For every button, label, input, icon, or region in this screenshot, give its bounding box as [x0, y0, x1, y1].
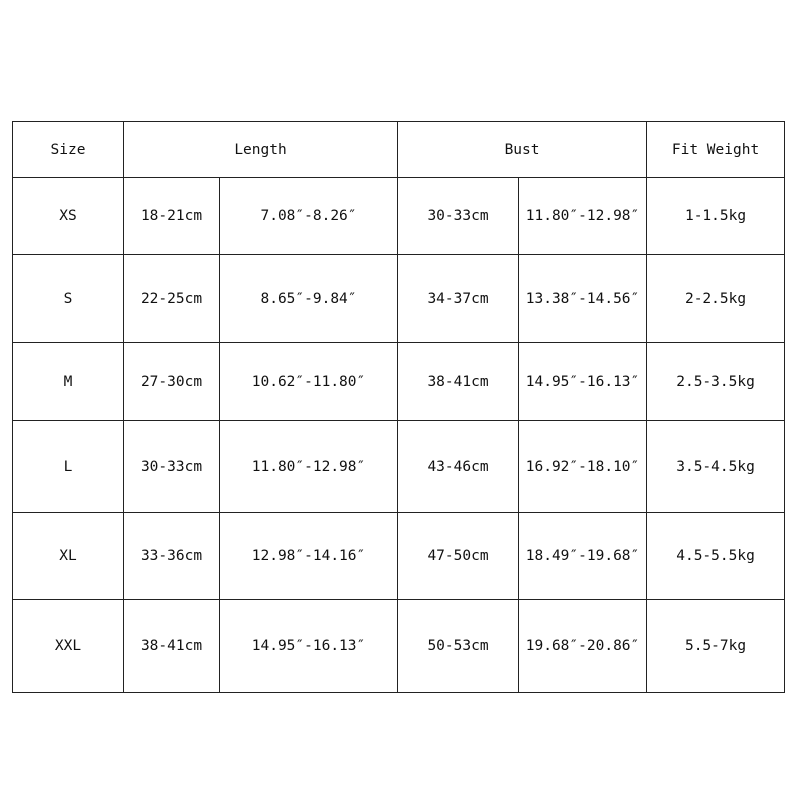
header-size: Size — [13, 122, 124, 178]
cell-size: S — [13, 255, 124, 343]
cell-bust-cm: 34-37cm — [398, 255, 519, 343]
cell-bust-cm: 38-41cm — [398, 343, 519, 421]
cell-bust-in: 11.80″-12.98″ — [519, 178, 647, 255]
cell-bust-cm: 30-33cm — [398, 178, 519, 255]
header-length: Length — [124, 122, 398, 178]
cell-bust-cm: 47-50cm — [398, 513, 519, 600]
cell-length-cm: 18-21cm — [124, 178, 220, 255]
cell-bust-cm: 50-53cm — [398, 600, 519, 693]
cell-bust-in: 18.49″-19.68″ — [519, 513, 647, 600]
cell-length-in: 8.65″-9.84″ — [220, 255, 398, 343]
cell-fit-weight: 2-2.5kg — [647, 255, 785, 343]
table-row — [13, 343, 785, 421]
table-row — [13, 600, 785, 693]
table-row — [13, 421, 785, 513]
cell-size: M — [13, 343, 124, 421]
cell-length-cm: 22-25cm — [124, 255, 220, 343]
cell-size: XXL — [13, 600, 124, 693]
cell-length-in: 12.98″-14.16″ — [220, 513, 398, 600]
cell-fit-weight: 4.5-5.5kg — [647, 513, 785, 600]
header-row — [13, 122, 785, 178]
table-row — [13, 513, 785, 600]
cell-bust-in: 16.92″-18.10″ — [519, 421, 647, 513]
cell-length-cm: 27-30cm — [124, 343, 220, 421]
table-row — [13, 255, 785, 343]
cell-length-in: 14.95″-16.13″ — [220, 600, 398, 693]
header-bust: Bust — [398, 122, 647, 178]
cell-fit-weight: 3.5-4.5kg — [647, 421, 785, 513]
cell-fit-weight: 1-1.5kg — [647, 178, 785, 255]
cell-length-cm: 38-41cm — [124, 600, 220, 693]
cell-bust-in: 14.95″-16.13″ — [519, 343, 647, 421]
cell-length-in: 11.80″-12.98″ — [220, 421, 398, 513]
cell-length-in: 10.62″-11.80″ — [220, 343, 398, 421]
cell-size: XS — [13, 178, 124, 255]
cell-fit-weight: 5.5-7kg — [647, 600, 785, 693]
table-row — [13, 178, 785, 255]
cell-bust-in: 13.38″-14.56″ — [519, 255, 647, 343]
size-chart-table — [12, 121, 785, 693]
cell-size: XL — [13, 513, 124, 600]
header-fit-weight: Fit Weight — [647, 122, 785, 178]
cell-length-cm: 33-36cm — [124, 513, 220, 600]
cell-size: L — [13, 421, 124, 513]
cell-fit-weight: 2.5-3.5kg — [647, 343, 785, 421]
cell-bust-cm: 43-46cm — [398, 421, 519, 513]
cell-length-cm: 30-33cm — [124, 421, 220, 513]
cell-bust-in: 19.68″-20.86″ — [519, 600, 647, 693]
cell-length-in: 7.08″-8.26″ — [220, 178, 398, 255]
